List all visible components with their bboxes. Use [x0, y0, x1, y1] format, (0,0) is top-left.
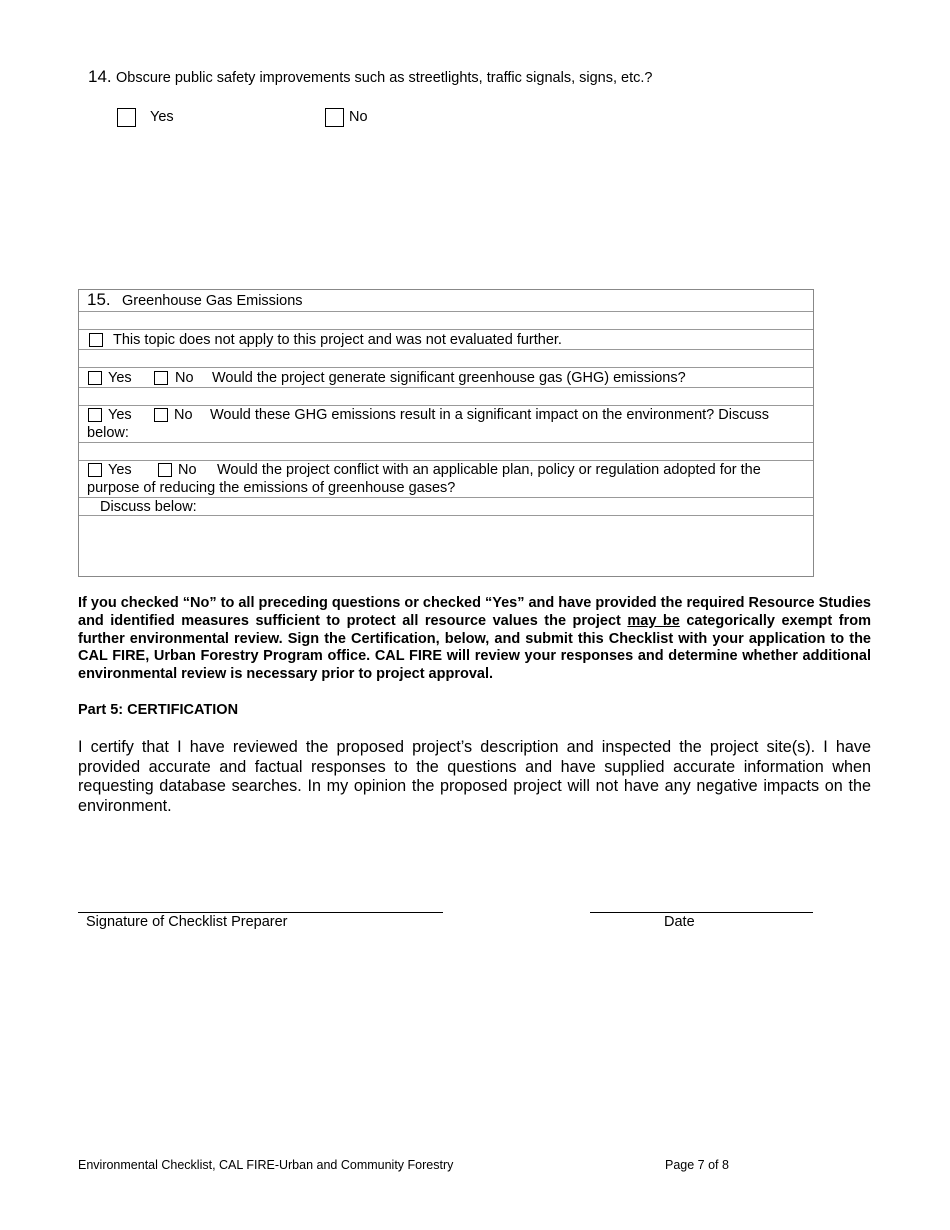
q15-discuss-label: Discuss below:: [100, 499, 197, 515]
date-label: Date: [664, 914, 695, 930]
spacer-row: [79, 443, 813, 461]
q15-number: 15.: [87, 290, 111, 309]
q15-discuss-row: [79, 498, 813, 516]
spacer-row: [79, 350, 813, 368]
date-line[interactable]: [590, 912, 813, 913]
q15-title-row: [79, 290, 813, 312]
q15-q1-yes-checkbox[interactable]: [88, 371, 102, 385]
q15-discussion-area[interactable]: [79, 516, 813, 576]
instructions-paragraph: [78, 595, 871, 684]
q15-q2-question-line2: below:: [87, 425, 129, 441]
q15-q1-no-label: No: [175, 370, 194, 386]
certification-text: I certify that I have reviewed the proposed project’s description and inspected the project site(s). I have provided accurate and factual responses to the questions and have supplied accurate information when requesting database searches. In my opinion the proposed project will not have any negative impacts on the environment.: [78, 738, 871, 815]
footer-doc-title: Environmental Checklist, CAL FIRE-Urban and Community Forestry: [78, 1158, 454, 1172]
q15-q2-yes-checkbox[interactable]: [88, 408, 102, 422]
q15-q1-row: [79, 368, 813, 388]
spacer-row: [79, 388, 813, 406]
q15-q3-question-line2: purpose of reducing the emissions of greenhouse gases?: [87, 480, 456, 496]
q15-title: Greenhouse Gas Emissions: [122, 293, 303, 309]
q15-na-checkbox[interactable]: [89, 333, 103, 347]
q14-yes-label: Yes: [150, 109, 174, 125]
q15-na-row: [79, 330, 813, 350]
signature-label: Signature of Checklist Preparer: [86, 914, 288, 930]
q15-q2-question-line1: Would these GHG emissions result in a significant impact on the environment? Discuss: [210, 407, 770, 423]
q15-q2-row: [79, 406, 813, 443]
footer-page-number: Page 7 of 8: [665, 1158, 729, 1172]
q14-number: 14.: [88, 67, 112, 86]
q14-no-label: No: [349, 109, 368, 125]
q14-question: Obscure public safety improvements such as streetlights, traffic signals, signs, etc.?: [116, 70, 653, 86]
q14-no-checkbox[interactable]: [325, 108, 344, 127]
q15-q3-no-checkbox[interactable]: [158, 463, 172, 477]
q15-q3-no-label: No: [178, 462, 197, 478]
q15-q2-no-label: No: [174, 407, 193, 423]
q14-yes-checkbox[interactable]: [117, 108, 136, 127]
q15-q3-yes-label: Yes: [108, 462, 132, 478]
q15-q3-question-line1: Would the project conflict with an applicable plan, policy or regulation adopted for the: [217, 462, 761, 478]
q15-q2-no-checkbox[interactable]: [154, 408, 168, 422]
q15-q3-yes-checkbox[interactable]: [88, 463, 102, 477]
q15-q1-no-checkbox[interactable]: [154, 371, 168, 385]
instructions-part1: If you checked “No” to all preceding questions or checked “Yes” and have provided the required Resource Studies and identified measures sufficient to protect all resource values the project: [78, 595, 871, 629]
q15-q1-question: Would the project generate significant greenhouse gas (GHG) emissions?: [212, 370, 686, 386]
q15-na-text: This topic does not apply to this project and was not evaluated further.: [113, 332, 562, 348]
instructions-underlined: may be: [627, 612, 680, 629]
spacer-row: [79, 312, 813, 330]
q15-table: [78, 289, 814, 577]
part5-heading: Part 5: CERTIFICATION: [78, 702, 239, 718]
q15-q3-row: [79, 461, 813, 498]
signature-line[interactable]: [78, 912, 443, 913]
instructions-part2: categorically exempt from further environmental review. Sign the Certification, below, and submit this Checklist with your application to the CAL FIRE, Urban Forestry Program office. CAL FIRE will review your responses and determine whether additional environmental review is necessary prior to project approval.: [78, 612, 871, 683]
q15-q2-yes-label: Yes: [108, 407, 132, 423]
q15-q1-yes-label: Yes: [108, 370, 132, 386]
